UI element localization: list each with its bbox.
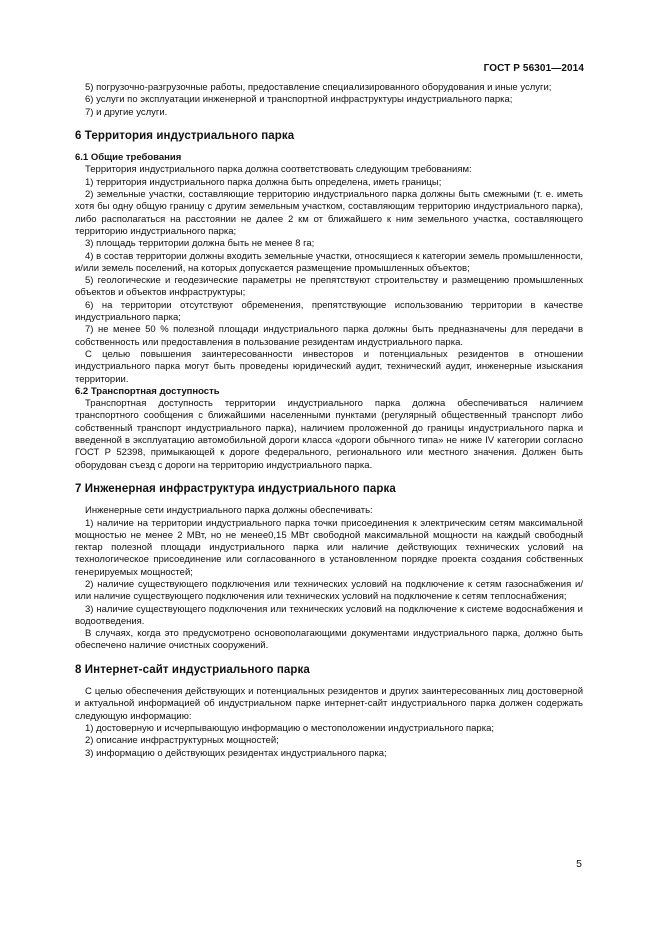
document-body [75,82,583,760]
paragraph: 5) геологические и геодезические параметры не препятствуют строительству и размещению промышленных объектов и объектов инфраструктуры; [75,275,583,299]
paragraph: 1) наличие на территории индустриального парка точки присоединения к электрическим сетям максимальной мощностью не менее 2 МВт, но не менее0,15 МВт свободной максимальной мощности на каждый свободный гектар полезной площади индустриального парка или наличие действующих технических условий на технологическое присоединение или согласованного в установленном порядке проекта создания собственных генерируемых мощностей; [75,517,583,578]
section-7-title: 7 Инженерная инфраструктура индустриального парка [75,482,396,495]
page-number: 5 [576,858,582,870]
paragraph: 2) земельные участки, составляющие территорию индустриального парка должны быть смежными (т. е. иметь хотя бы одну общую границу с другим земельным участком, составляющим территорию индустриального парка), либо располагаться на расстоянии не далее 2 км от ближайшего к ним земельного участка, составляющего территорию индустриального парка; [75,189,583,237]
paragraph: 7) и другие услуги. [85,106,168,118]
document-header: ГОСТ Р 56301—2014 [483,63,584,74]
subsection-6-2-title: 6.2 Транспортная доступность [75,385,220,397]
paragraph: 6) на территории отсутствуют обременения, препятствующие использованию территории в качестве индустриального парка; [75,299,583,324]
section-8-title: 8 Интернет-сайт индустриального парка [75,663,310,676]
section-6-title: 6 Территория индустриального парка [75,129,295,142]
paragraph: 3) площадь территории должна быть не менее 8 га; [85,238,315,250]
paragraph: 7) не менее 50 % полезной площади индустриального парка должны быть предназначены для передачи в собственность или предоставления в пользование резидентам индустриального парка. [75,324,583,348]
paragraph: 5) погрузочно-разгрузочные работы, предоставление специализированного оборудования и иные услуги; [85,82,552,93]
subsection-6-1-title: 6.1 Общие требования [75,152,182,164]
paragraph: 1) территория индустриального парка должна быть определена, иметь границы; [85,176,442,188]
paragraph: С целью обеспечения действующих и потенциальных резидентов и других заинтересованных лиц достоверной и актуальной информацией об индустриальном парке интернет-сайт индустриального парка должен содержать следующую информацию: [75,686,583,722]
paragraph: 2) наличие существующего подключения или технических условий на подключение к сетям газоснабжения и/или наличие существующего подключения или технических условий на подключение к сетям теплоснабжения; [75,578,583,603]
paragraph: В случаях, когда это предусмотрено основополагающими документами индустриального парка, должно быть обеспечено наличие очистных сооружений. [75,628,583,652]
paragraph: 1) достоверную и исчерпывающую информацию о местоположении индустриального парка; [85,722,495,734]
paragraph: С целью повышения заинтересованности инвесторов и потенциальных резидентов в отношении индустриального парка могут быть проведены юридический аудит, технический аудит, инженерные изыскания территории. [75,348,583,385]
paragraph: Транспортная доступность территории индустриального парка должна обеспечиваться наличием транспортного сообщения с ближайшими населенными пунктами (регулярный общественный транспорт либо собственный транспорт индустриального парка), наличием проложенной до границы индустриального парка и введенной в эксплуатацию автомобильной дороги класса «дороги обычного типа» не ниже IV категории согласно ГОСТ Р 52398, примыкающей к дороге федерального, регионального или местного значения. Должен быть оборудован съезд с дороги на территорию индустриального парка. [75,398,583,471]
paragraph: 4) в состав территории должны входить земельные участки, относящиеся к категории земель промышленности, и/или земель поселений, на которых допускается размещение промышленных объектов; [75,250,583,274]
paragraph: 3) наличие существующего подключения или технических условий на подключение к системе водоснабжения и водоотведения. [75,603,583,627]
paragraph: Инженерные сети индустриального парка должны обеспечивать: [85,505,373,517]
paragraph: 6) услуги по эксплуатации инженерной и транспортной инфраструктуры индустриального парка; [85,94,513,106]
paragraph: 3) информацию о действующих резидентах индустриального парка; [85,747,387,759]
paragraph: 2) описание инфраструктурных мощностей; [85,735,279,747]
paragraph: Территория индустриального парка должна соответствовать следующим требованиям: [85,164,472,176]
